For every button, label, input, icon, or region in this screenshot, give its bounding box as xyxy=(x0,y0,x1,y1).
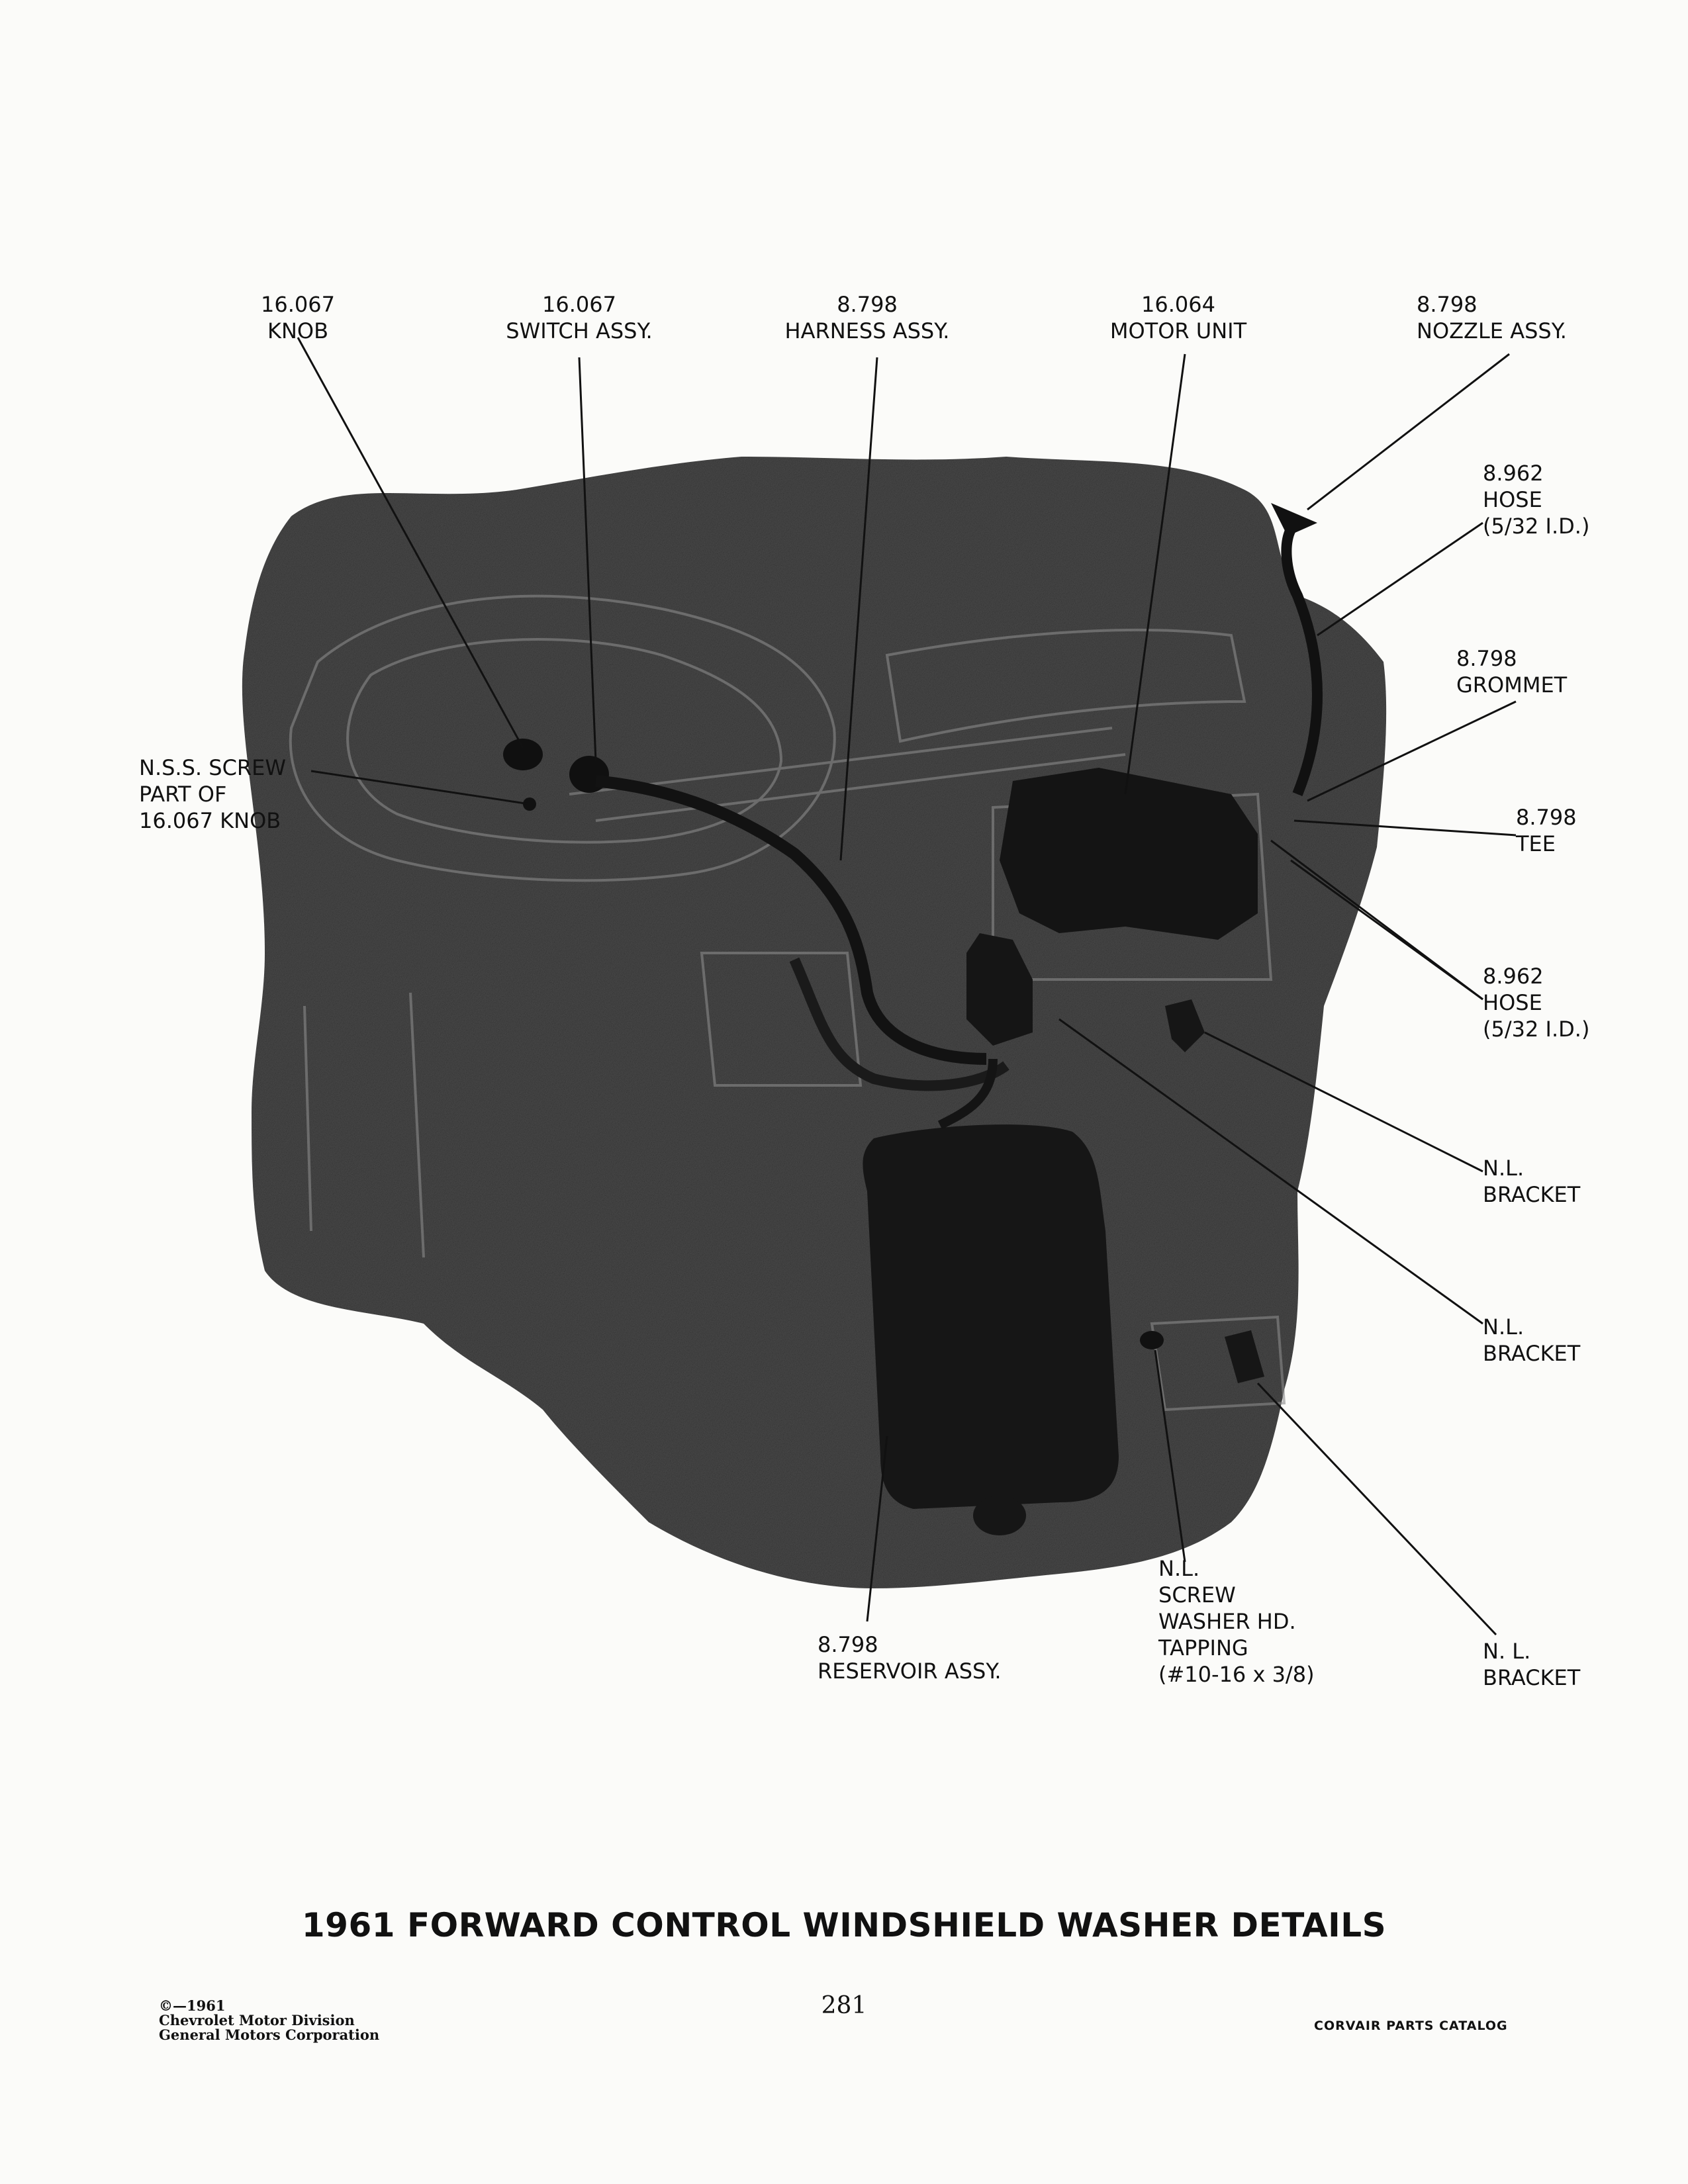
label-nozzle-assy: 8.798 NOZZLE ASSY. xyxy=(1417,292,1567,343)
label-switch-assy: 16.067 SWITCH ASSY. xyxy=(506,292,653,343)
label-knob: 16.067 KNOB xyxy=(261,292,335,343)
knob-shape xyxy=(503,739,543,770)
label-tee: 8.798 TEE xyxy=(1516,805,1577,856)
label-hose-top: 8.962 HOSE (5/32 I.D.) xyxy=(1483,461,1590,539)
page-title: 1961 FORWARD CONTROL WINDSHIELD WASHER DETAILS xyxy=(301,1906,1387,1944)
label-grommet: 8.798 GROMMET xyxy=(1456,646,1568,698)
screw-shape xyxy=(1140,1331,1164,1349)
label-hose-lower: 8.962 HOSE (5/32 I.D.) xyxy=(1483,964,1590,1042)
label-reservoir-assy: 8.798 RESERVOIR ASSY. xyxy=(818,1632,1002,1684)
label-motor-unit: 16.064 MOTOR UNIT xyxy=(1109,292,1247,343)
leader-nozzle xyxy=(1307,354,1509,510)
label-bracket-3: N. L. BRACKET xyxy=(1483,1639,1581,1690)
photo-background xyxy=(242,457,1386,1588)
reservoir-shape xyxy=(863,1124,1119,1509)
label-bracket-1: N.L. BRACKET xyxy=(1483,1156,1581,1207)
leader-hose-top xyxy=(1317,523,1483,635)
label-nl-screw: N.L. SCREW WASHER HD. TAPPING (#10-16 x 3/8) xyxy=(1158,1556,1315,1687)
label-harness-assy: 8.798 HARNESS ASSY. xyxy=(784,292,950,343)
copyright-block: ©—1961 Chevrolet Motor Division General Motors Corporation xyxy=(159,1997,380,2043)
label-nss-screw: N.S.S. SCREW PART OF 16.067 KNOB xyxy=(139,755,286,833)
reservoir-tab xyxy=(973,1496,1026,1535)
page-number: 281 xyxy=(821,1992,867,2019)
motor-unit-shape xyxy=(1000,768,1258,940)
label-bracket-2: N.L. BRACKET xyxy=(1483,1314,1581,1366)
catalog-name: CORVAIR PARTS CATALOG xyxy=(1314,2019,1508,2033)
